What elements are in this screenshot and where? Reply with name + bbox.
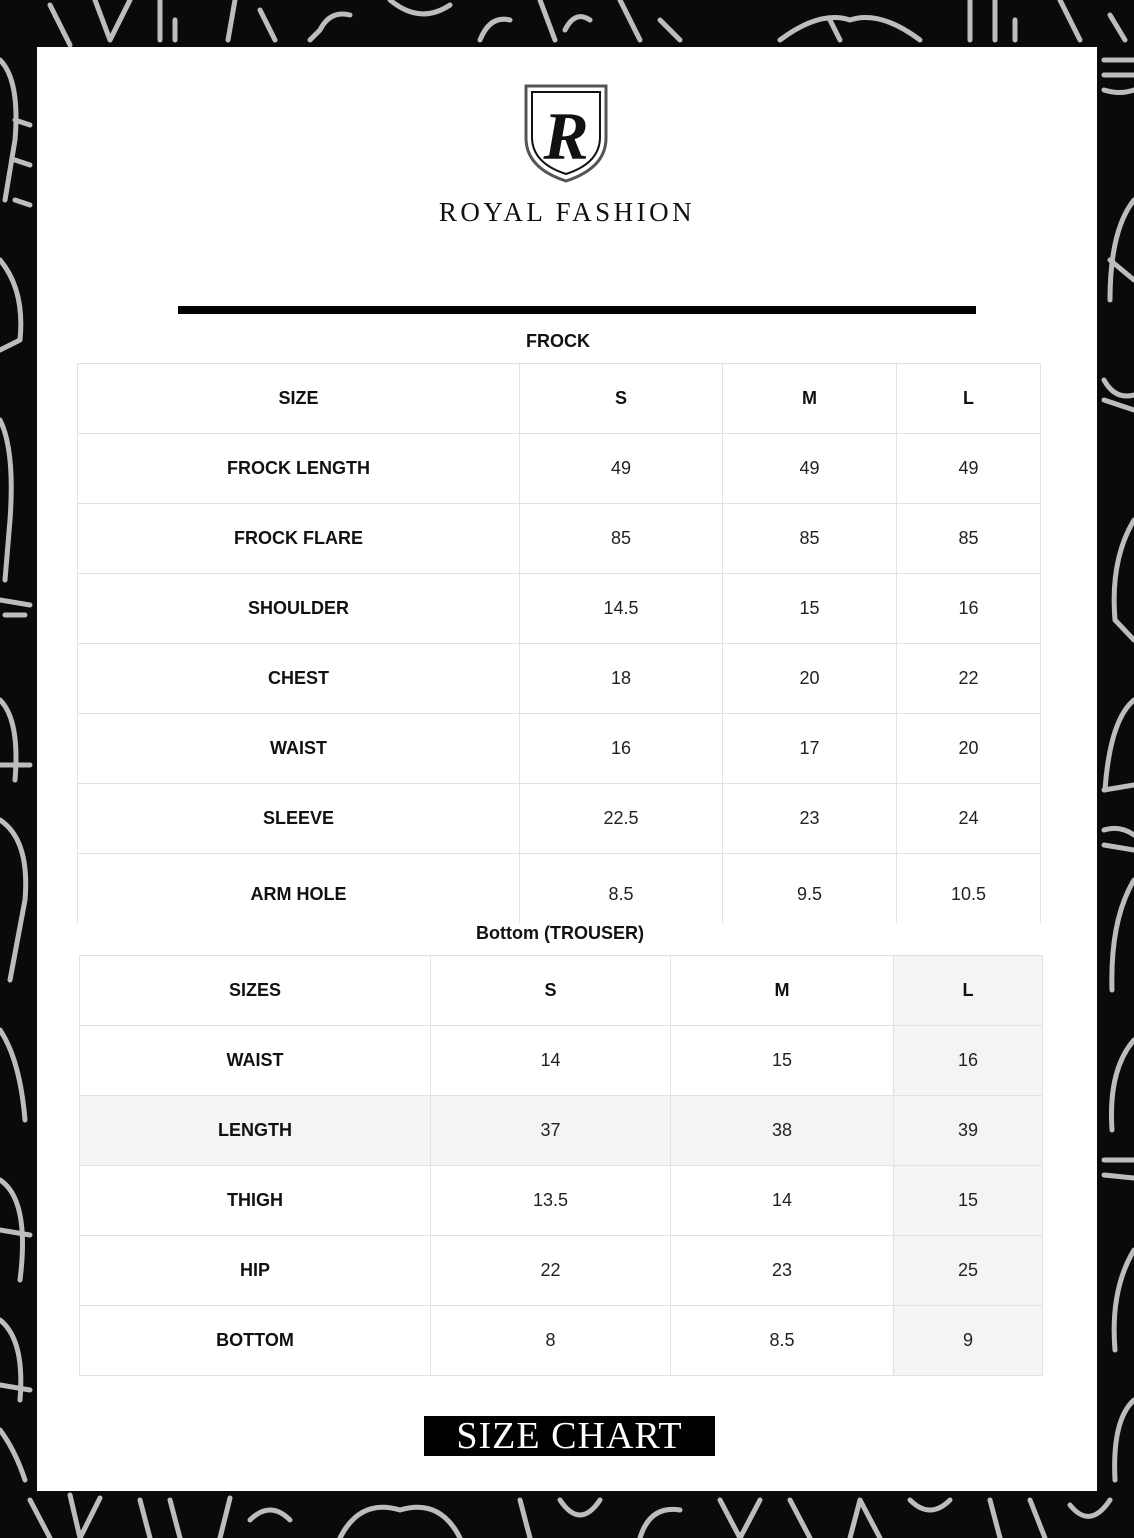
row-label: THIGH bbox=[80, 1166, 431, 1236]
value-l: 16 bbox=[894, 1026, 1043, 1096]
value-s: 14.5 bbox=[520, 574, 723, 644]
value-m: 38 bbox=[671, 1096, 894, 1166]
frock-header-l: L bbox=[897, 364, 1041, 434]
logo-letter: R bbox=[543, 98, 589, 174]
row-label: BOTTOM bbox=[80, 1306, 431, 1376]
value-l: 20 bbox=[897, 714, 1041, 784]
value-m: 17 bbox=[723, 714, 897, 784]
trouser-header-row bbox=[80, 956, 1043, 1026]
trouser-size-table bbox=[79, 955, 1043, 1376]
row-label: CHEST bbox=[78, 644, 520, 714]
frock-row-shoulder bbox=[78, 574, 1041, 644]
value-s: 8.5 bbox=[520, 854, 723, 924]
size-chart-panel bbox=[37, 47, 1097, 1491]
row-label: WAIST bbox=[80, 1026, 431, 1096]
trouser-section-title: Bottom (TROUSER) bbox=[476, 923, 644, 943]
value-l: 85 bbox=[897, 504, 1041, 574]
value-l: 16 bbox=[897, 574, 1041, 644]
value-l: 24 bbox=[897, 784, 1041, 854]
frock-section-title: FROCK bbox=[526, 331, 590, 351]
value-s: 8 bbox=[431, 1306, 671, 1376]
row-label: LENGTH bbox=[80, 1096, 431, 1166]
value-m: 15 bbox=[723, 574, 897, 644]
trouser-row-length bbox=[80, 1096, 1043, 1166]
value-l: 49 bbox=[897, 434, 1041, 504]
value-s: 22 bbox=[431, 1236, 671, 1306]
value-s: 37 bbox=[431, 1096, 671, 1166]
value-s: 13.5 bbox=[431, 1166, 671, 1236]
frock-header-m: M bbox=[723, 364, 897, 434]
trouser-row-waist bbox=[80, 1026, 1043, 1096]
trouser-header-sizes: SIZES bbox=[80, 956, 431, 1026]
frock-row-arm-hole bbox=[78, 854, 1041, 924]
value-m: 14 bbox=[671, 1166, 894, 1236]
trouser-header-s: S bbox=[431, 956, 671, 1026]
value-s: 16 bbox=[520, 714, 723, 784]
row-label: HIP bbox=[80, 1236, 431, 1306]
value-s: 22.5 bbox=[520, 784, 723, 854]
value-m: 23 bbox=[671, 1236, 894, 1306]
trouser-row-bottom bbox=[80, 1306, 1043, 1376]
divider-line bbox=[178, 306, 976, 314]
value-s: 18 bbox=[520, 644, 723, 714]
row-label: SHOULDER bbox=[78, 574, 520, 644]
frock-row-frock-flare bbox=[78, 504, 1041, 574]
frock-header-s: S bbox=[520, 364, 723, 434]
value-l: 25 bbox=[894, 1236, 1043, 1306]
value-m: 85 bbox=[723, 504, 897, 574]
trouser-header-m: M bbox=[671, 956, 894, 1026]
brand-name: ROYAL FASHION bbox=[438, 197, 696, 227]
value-m: 23 bbox=[723, 784, 897, 854]
value-l: 39 bbox=[894, 1096, 1043, 1166]
row-label: FROCK FLARE bbox=[78, 504, 520, 574]
frock-row-frock-length bbox=[78, 434, 1041, 504]
value-s: 14 bbox=[431, 1026, 671, 1096]
frock-size-table bbox=[77, 363, 1041, 923]
value-m: 20 bbox=[723, 644, 897, 714]
row-label: SLEEVE bbox=[78, 784, 520, 854]
frock-row-sleeve bbox=[78, 784, 1041, 854]
value-l: 10.5 bbox=[897, 854, 1041, 924]
value-m: 9.5 bbox=[723, 854, 897, 924]
value-m: 15 bbox=[671, 1026, 894, 1096]
frock-row-waist bbox=[78, 714, 1041, 784]
frock-header-size: SIZE bbox=[78, 364, 520, 434]
row-label: FROCK LENGTH bbox=[78, 434, 520, 504]
trouser-row-hip bbox=[80, 1236, 1043, 1306]
royal-fashion-shield-logo bbox=[523, 83, 609, 183]
row-label: WAIST bbox=[78, 714, 520, 784]
frock-header-row bbox=[78, 364, 1041, 434]
value-l: 15 bbox=[894, 1166, 1043, 1236]
trouser-row-thigh bbox=[80, 1166, 1043, 1236]
value-l: 9 bbox=[894, 1306, 1043, 1376]
size-chart-banner: SIZE CHART bbox=[424, 1416, 715, 1456]
trouser-header-l: L bbox=[894, 956, 1043, 1026]
frock-row-chest bbox=[78, 644, 1041, 714]
value-l: 22 bbox=[897, 644, 1041, 714]
value-s: 49 bbox=[520, 434, 723, 504]
value-m: 49 bbox=[723, 434, 897, 504]
value-m: 8.5 bbox=[671, 1306, 894, 1376]
row-label: ARM HOLE bbox=[78, 854, 520, 924]
value-s: 85 bbox=[520, 504, 723, 574]
